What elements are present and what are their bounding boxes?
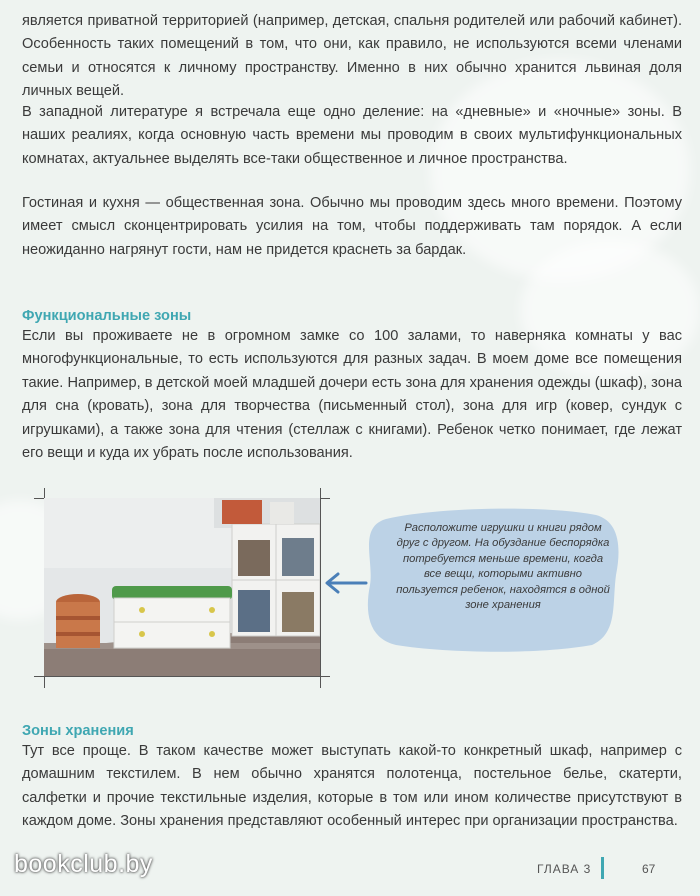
paragraph-3: Гостиная и кухня — общественная зона. Обычно мы проводим здесь много времени. Поэтому имеет смысл сконцентрировать усилия на том, чтобы поддерживать там порядок. А если неожиданно нагрянут гости, нам не придется краснеть за бардак. — [22, 195, 682, 258]
paragraph-2: В западной литературе я встречала еще одно деление: на «дневные» и «ночные» зоны. В наших реалиях, когда основную часть времени мы проводим в своих мультифункциональных комнатах, актуальнее выделять все-таки общественное и личное пространства. — [22, 104, 682, 167]
section-storage-zones-text: Тут все проще. В таком качестве может выступать какой-то конкретный шкаф, например с домашним текстилем. В нем обычно хранятся полотенца, постельное белье, скатерти, салфетки и прочие текстильные изделия, которые в том или ином количестве присутствуют в каждом доме. Зоны хранения представляют особенный интерес при организации пространства. — [22, 743, 682, 830]
chapter-divider — [601, 857, 604, 879]
callout-note — [356, 505, 622, 655]
photo-frame — [34, 488, 330, 688]
kids-room-photo — [44, 498, 320, 676]
section-functional-zones-text: Если вы проживаете не в огромном замке со 100 залами, то наверняка комнаты у вас многофункциональные, то есть используются для разных задач. В моем доме все помещения такие. Например, в детской моей младшей дочери есть зона для хранения одежды (шкаф), зона для сна (кровать), зона для творчества (письменный стол), зона для игр (ковер, сундук с игрушками), а также зона для чтения (стеллаж с книгами). Ребенок четко понимает, где лежат его вещи и куда их убрать после использования. — [22, 328, 682, 462]
page-number: 67 — [642, 862, 656, 876]
kids-room-illustration — [44, 498, 320, 676]
section-heading-storage-zones: Зоны хранения — [22, 723, 134, 739]
callout-text: Расположите игрушки и книги рядом друг с другом. На обуздание беспорядка потребуется меньше времени, когда все вещи, которыми активно пользуется ребенок, находятся в одной зоне хранения — [396, 522, 610, 612]
section-heading-functional-zones: Функциональные зоны — [22, 308, 192, 324]
chapter-label: ГЛАВА 3 — [537, 862, 592, 876]
paragraph-1: является приватной территорией (например, детская, спальня родителей или рабочий кабинет). Особенность таких помещений в том, что они, как правило, не используются всеми членами семьи и относятся к личному пространству. Именно в них обычно хранится львиная доля личных вещей. — [22, 13, 682, 100]
site-watermark: bookclub.by — [14, 850, 153, 878]
